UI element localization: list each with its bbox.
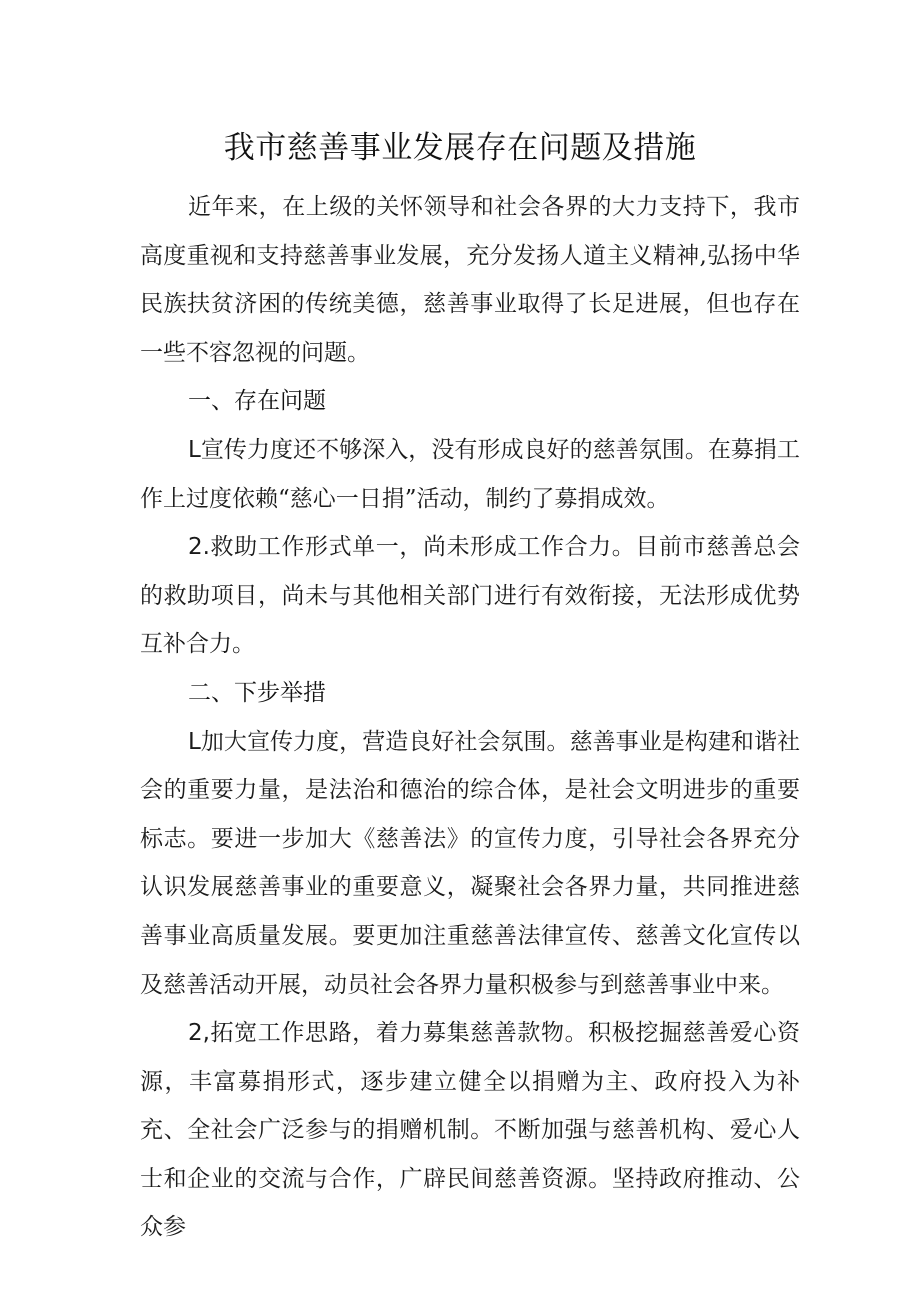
item-text: 拓宽工作思路，着力募集慈善款物。积极挖掘慈善爱心资源，丰富募捐形式，逐步建立健全以捐赠为主、政府投入为补充、全社会广泛参与的捐赠机制。不断加强与慈善机构、爱心人士和企业的交流与合作，广辟民间慈善资源。坚持政府推动、公众参 [140, 1020, 800, 1241]
document-body [140, 183, 800, 1252]
section-heading-problems: 一、存在问题 [188, 388, 326, 415]
item-text: 加大宣传力度，营造良好社会氛围。慈善事业是构建和谐社会的重要力量，是法治和德治的综合体，是社会文明进步的重要标志。要进一步加大《慈善法》的宣传力度，引导社会各界充分认识发展慈善事业的重要意义，凝聚社会各界力量，共同推进慈善事业高质量发展。要更加注重慈善法律宣传、慈善文化宣传以及慈善活动开展，动员社会各界力量积极参与到慈善事业中来。 [140, 728, 800, 998]
section-heading-measures: 二、下步举措 [188, 679, 326, 706]
problem-item-1 [140, 426, 800, 523]
item-number: 2. [188, 534, 210, 561]
item-number: L [188, 728, 201, 755]
item-text: 救助工作形式单一，尚未形成工作合力。目前市慈善总会的救助项目，尚未与其他相关部门进行有效衔接，无法形成优势互补合力。 [140, 534, 800, 658]
problem-item-2 [140, 523, 800, 669]
intro-paragraph: 近年来，在上级的关怀领导和社会各界的大力支持下，我市高度重视和支持慈善事业发展，充分发扬人道主义精神,弘扬中华民族扶贫济困的传统美德，慈善事业取得了长足进展，但也存在一些不容忽视的问题。 [140, 194, 800, 366]
measure-item-1 [140, 718, 800, 1010]
document-title: 我市慈善事业发展存在问题及措施 [223, 130, 697, 166]
item-number: L [188, 436, 201, 463]
item-text: 宣传力度还不够深入，没有形成良好的慈善氛围。在募捐工作上过度依赖“慈心一日捐”活动，制约了募捐成效。 [140, 436, 800, 512]
measure-item-2 [140, 1009, 800, 1252]
item-number: 2, [188, 1020, 210, 1047]
